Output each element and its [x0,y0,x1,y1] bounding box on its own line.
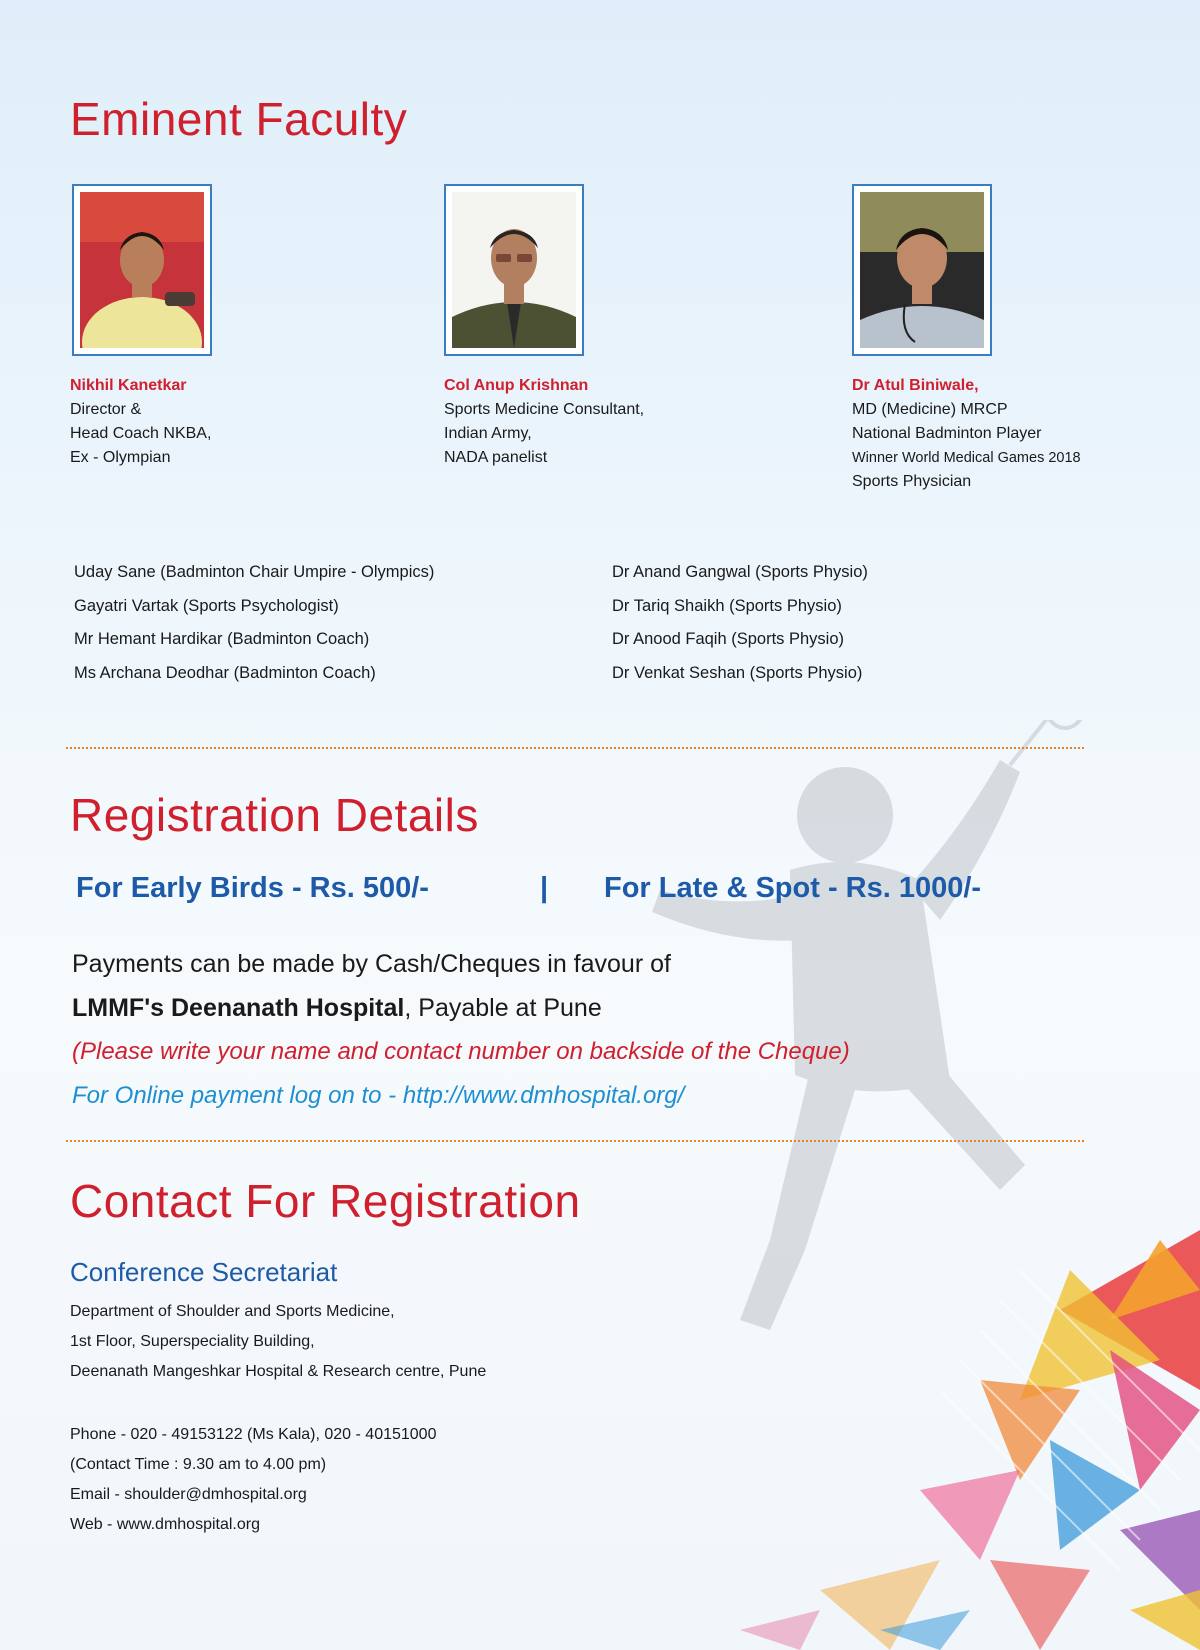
contact-time: (Contact Time : 9.30 am to 4.00 pm) [70,1456,327,1473]
conference-secretariat-heading: Conference Secretariat [70,1257,338,1287]
contact-address [70,1297,486,1387]
faculty-card-1 [70,374,211,470]
address-line: Deenanath Mangeshkar Hospital & Research centre, Pune [70,1363,487,1380]
faculty-name: Col Anup Krishnan [444,377,589,394]
faculty-card-3 [852,374,1081,494]
faculty-detail: Sports Medicine Consultant, [444,401,645,418]
payee-line [72,994,602,1023]
portrait-image [452,192,576,348]
faculty-photo-3 [852,184,992,356]
address-line: Department of Shoulder and Sports Medicine, [70,1303,395,1320]
faculty-photo-2 [444,184,584,356]
section-divider [66,1140,1084,1142]
faculty-detail: Indian Army, [444,425,532,442]
faculty-detail: MD (Medicine) MRCP [852,401,1008,418]
faculty-detail: Winner World Medical Games 2018 [852,450,1081,466]
section-title-faculty: Eminent Faculty [70,93,408,145]
section-divider [66,747,1084,749]
faculty-list-right [612,556,868,690]
portrait-image [860,192,984,348]
portrait-image [80,192,204,348]
list-item: Dr Anand Gangwal (Sports Physio) [612,563,868,581]
faculty-list-left [74,556,434,690]
faculty-detail: National Badminton Player [852,425,1042,442]
list-item: Dr Anood Faqih (Sports Physio) [612,630,845,648]
online-payment-link[interactable]: For Online payment log on to - http://www.dmhospital.org/ [72,1082,685,1109]
cheque-note: (Please write your name and contact number on backside of the Cheque) [72,1038,850,1065]
list-item: Mr Hemant Hardikar (Badminton Coach) [74,630,370,648]
faculty-name: Nikhil Kanetkar [70,377,187,394]
faculty-name: Dr Atul Biniwale, [852,377,979,394]
fee-early-birds: For Early Birds - Rs. 500/- [76,872,429,904]
faculty-detail: Head Coach NKBA, [70,425,212,442]
list-item: Ms Archana Deodhar (Badminton Coach) [74,663,376,682]
contact-phone: Phone - 020 - 49153122 (Ms Kala), 020 - 40151000 [70,1426,437,1443]
address-line: 1st Floor, Superspeciality Building, [70,1333,315,1350]
contact-details [70,1420,436,1540]
section-title-registration: Registration Details [70,789,479,841]
payee-name: LMMF's Deenanath Hospital [72,994,405,1022]
fee-late-spot: For Late & Spot - Rs. 1000/- [604,872,982,904]
list-item: Uday Sane (Badminton Chair Umpire - Olympics) [74,563,435,581]
list-item: Gayatri Vartak (Sports Psychologist) [74,596,339,615]
fee-separator: | [540,872,549,904]
faculty-detail: Ex - Olympian [70,449,171,466]
faculty-card-2 [444,374,644,470]
decorative-triangles [640,1230,1200,1650]
section-title-contact: Contact For Registration [70,1175,581,1227]
faculty-photo-1 [72,184,212,356]
contact-email[interactable]: Email - shoulder@dmhospital.org [70,1486,307,1503]
list-item: Dr Tariq Shaikh (Sports Physio) [612,596,842,615]
faculty-detail: Director & [70,401,142,418]
payee-location: , Payable at Pune [404,994,602,1022]
faculty-detail: NADA panelist [444,449,548,466]
faculty-detail: Sports Physician [852,473,972,490]
contact-web[interactable]: Web - www.dmhospital.org [70,1516,260,1533]
list-item: Dr Venkat Seshan (Sports Physio) [612,663,863,682]
payment-text: Payments can be made by Cash/Cheques in favour of [72,950,671,978]
